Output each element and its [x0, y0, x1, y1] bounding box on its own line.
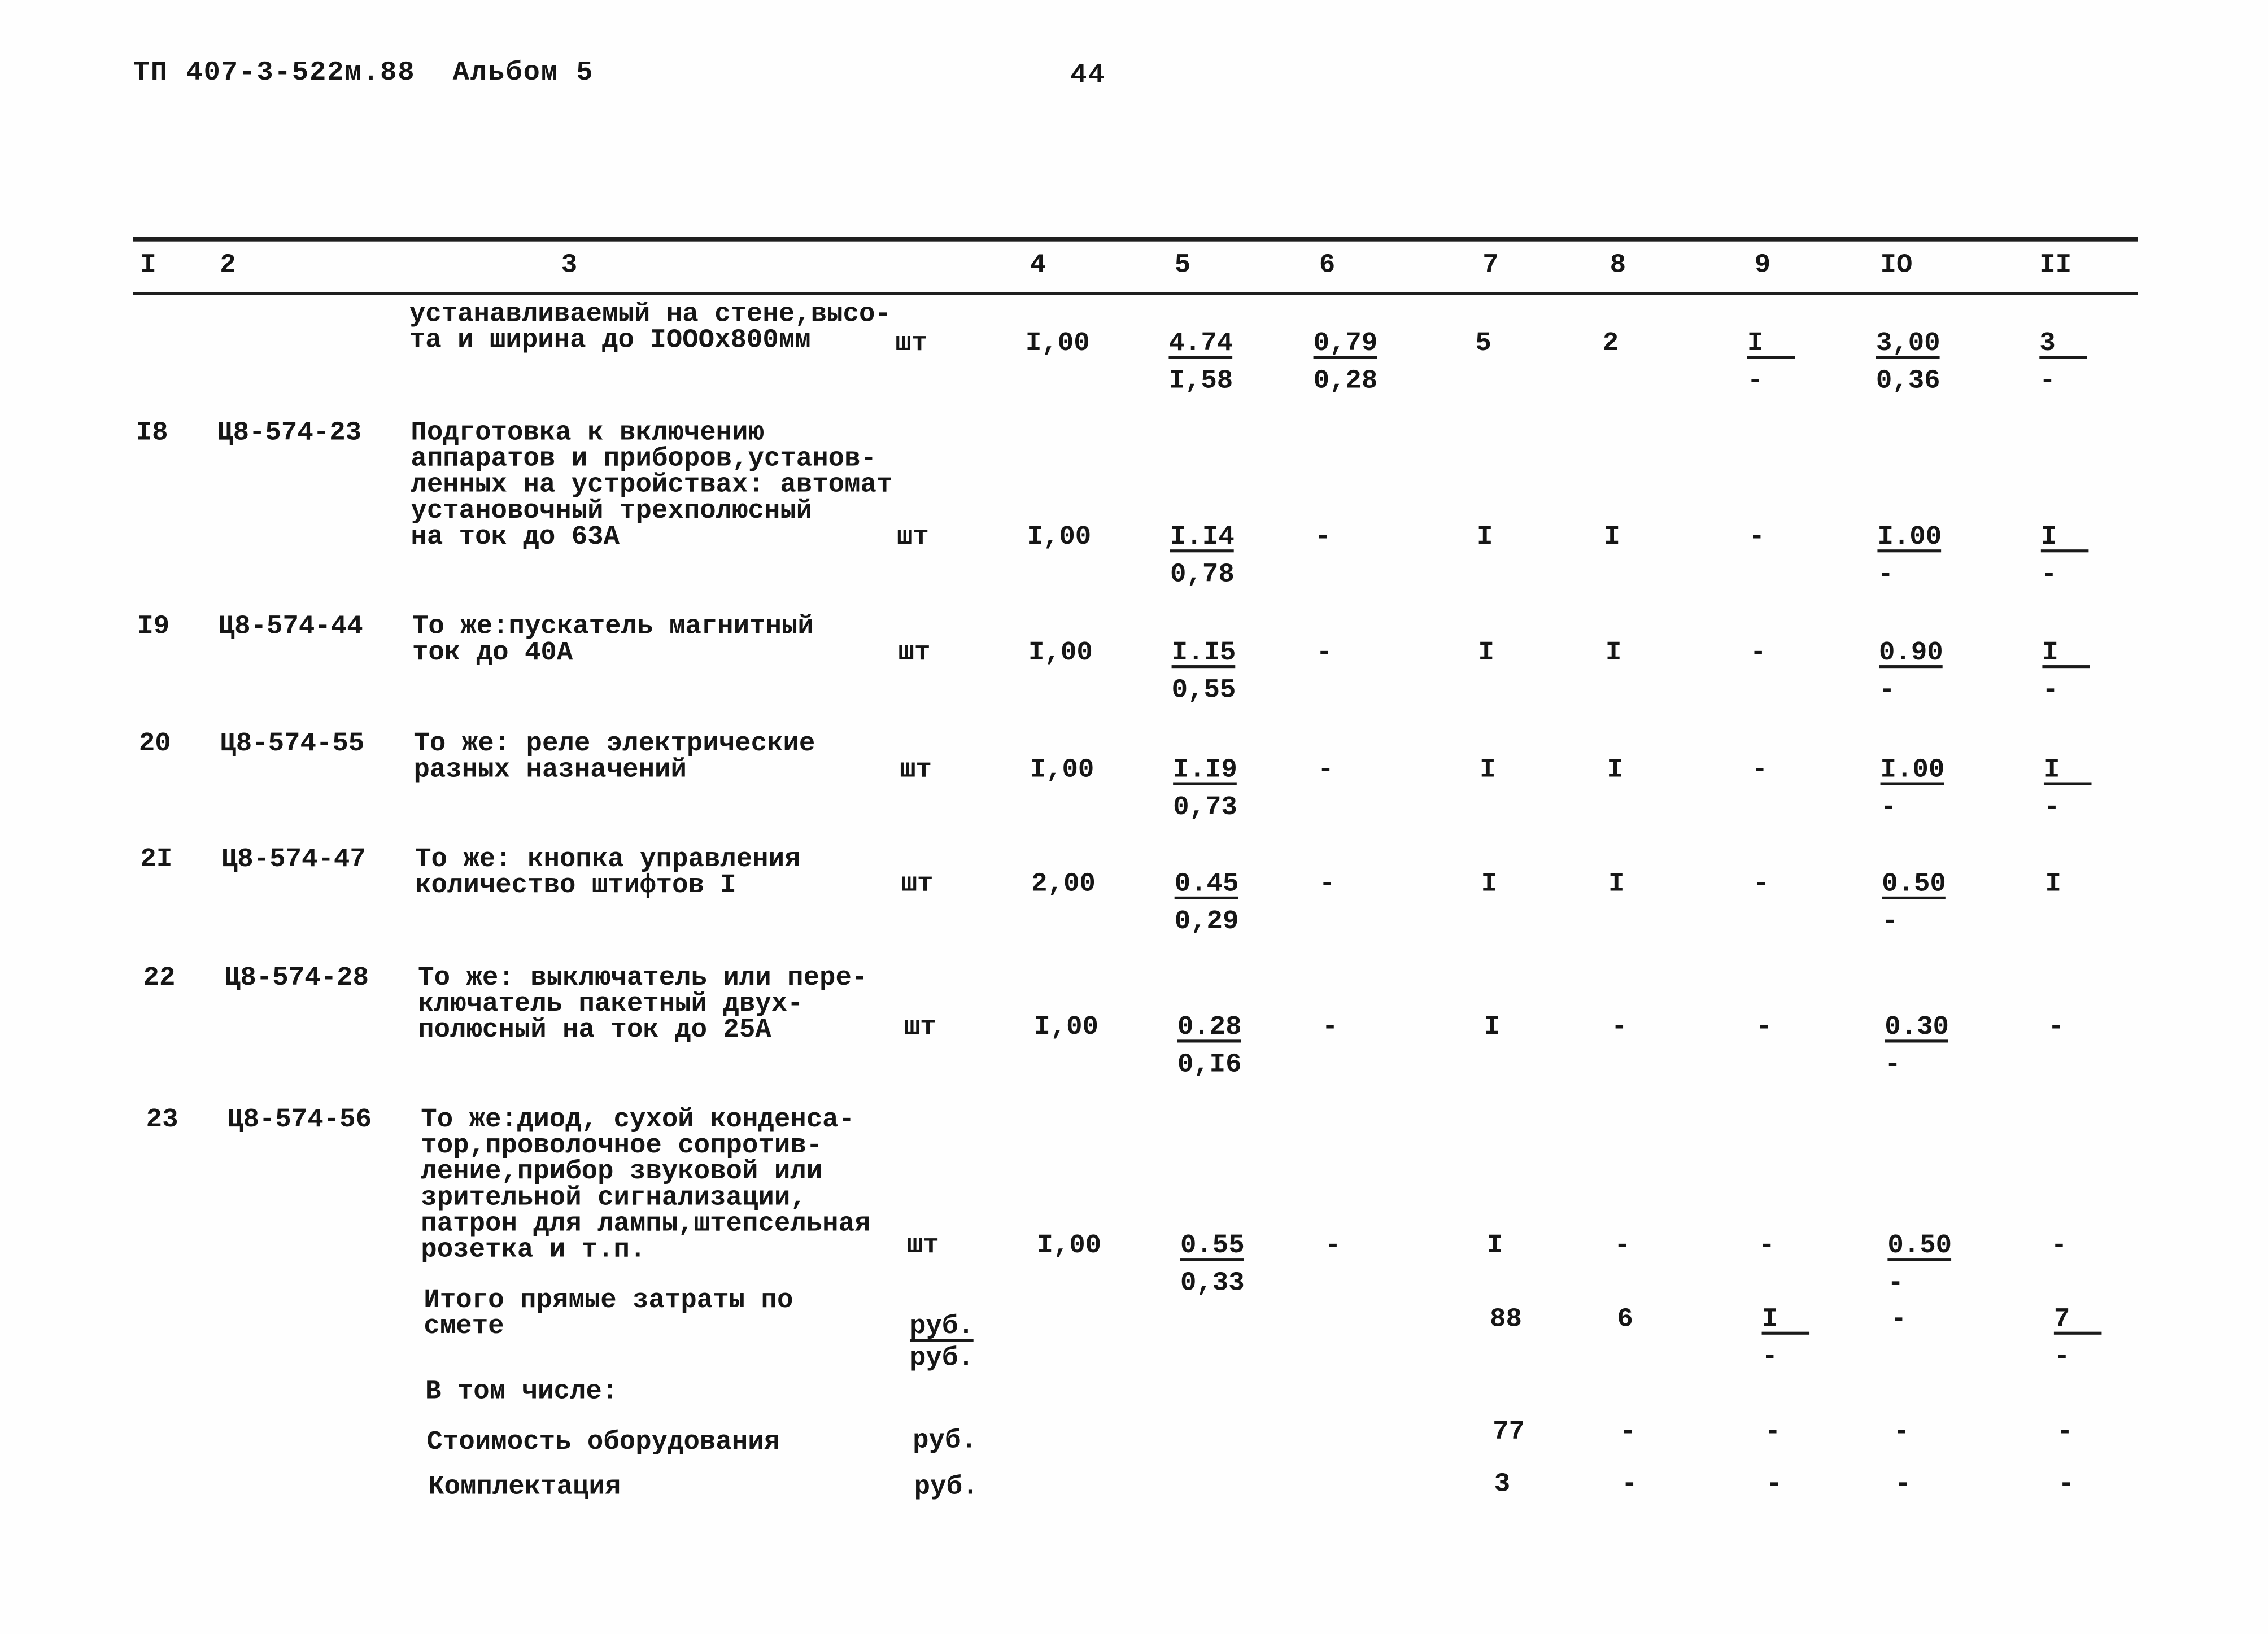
- column-header-row: [133, 248, 2138, 283]
- col-8-value: -: [1614, 1230, 1630, 1261]
- col-10-value: -: [1890, 1304, 1907, 1335]
- description-line: розетка и т.п.: [421, 1235, 646, 1265]
- column-header-6: 6: [1319, 250, 1336, 281]
- row-number: 23: [146, 1104, 178, 1135]
- table-row: [133, 963, 2138, 1082]
- description-line: Итого прямые затраты по: [424, 1285, 793, 1316]
- col-6-value: -: [1325, 1230, 1341, 1261]
- col-8-value: I: [1604, 522, 1620, 553]
- col-8-value: -: [1620, 1417, 1636, 1448]
- col-9-value-top: I: [1747, 331, 1795, 359]
- summary-row: [133, 1377, 2138, 1408]
- table-row: [133, 845, 2138, 938]
- col-6-value: -: [1318, 754, 1334, 785]
- col-6-value-bottom: 0,28: [1313, 365, 1378, 396]
- col-5-value-top: I.I9: [1173, 754, 1237, 785]
- unit: шт: [904, 1012, 936, 1043]
- summary-row: [133, 1417, 2138, 1459]
- col-9-value-bottom: -: [1761, 1342, 1778, 1373]
- col-11-value-top: 7: [2054, 1307, 2102, 1335]
- col-8-value: I: [1607, 754, 1623, 785]
- description-line: устанавливаемый на стене,высо-: [409, 299, 891, 330]
- col-4-value: I,00: [1034, 1012, 1099, 1043]
- table-row: [133, 418, 2138, 591]
- unit: руб.: [914, 1472, 979, 1502]
- column-header-5: 5: [1174, 250, 1191, 281]
- col-9-value: -: [1756, 1012, 1772, 1043]
- description-line: зрительной сигнализации,: [421, 1182, 806, 1213]
- col-5-value-bottom: 0,55: [1171, 675, 1236, 706]
- col-4-value: I,00: [1025, 328, 1090, 359]
- description-line: на ток до 63А: [411, 522, 620, 553]
- description-line: количество штифтов I: [415, 870, 736, 901]
- col-5-value-top: I.I4: [1170, 522, 1235, 553]
- description-line: ключатель пакетный двух-: [418, 989, 804, 1020]
- col-11-value-top: 3: [2039, 331, 2087, 359]
- col-9-value-top: I: [1762, 1307, 1810, 1335]
- col-9-value: -: [1753, 869, 1769, 899]
- col-9-value: -: [1766, 1469, 1782, 1500]
- col-10-value-bottom: -: [1885, 1050, 1901, 1081]
- description-line: Стоимость оборудования: [426, 1427, 780, 1458]
- col-11-value: -: [2057, 1417, 2073, 1448]
- rate-code: Ц8-574-47: [221, 844, 366, 875]
- col-5-value-top: 0.45: [1174, 869, 1239, 899]
- column-header-9: 9: [1754, 250, 1771, 281]
- col-11-value: I: [2045, 869, 2061, 899]
- col-9-value: -: [1751, 754, 1768, 785]
- col-10-value-top: 0.90: [1878, 637, 1943, 669]
- description-line: Комплектация: [428, 1472, 621, 1502]
- column-header-7: 7: [1482, 250, 1499, 281]
- col-11-value-bottom: -: [2053, 1342, 2070, 1373]
- unit: шт: [901, 869, 934, 899]
- col-6-value: -: [1315, 522, 1331, 553]
- col-4-value: I,00: [1027, 522, 1092, 553]
- column-header-10: IO: [1880, 250, 1913, 281]
- col-6-value-top: 0,79: [1313, 328, 1378, 359]
- unit: шт: [900, 754, 932, 785]
- unit: руб.: [909, 1311, 974, 1342]
- col-5-value-bottom: 0,78: [1170, 560, 1235, 590]
- column-header-11: II: [2039, 250, 2072, 281]
- col-10-value-top: I.00: [1880, 754, 1945, 785]
- rate-code: Ц8-574-28: [224, 963, 369, 994]
- row-number: 2I: [140, 844, 173, 875]
- description-line: патрон для лампы,штепсельная: [421, 1208, 871, 1239]
- column-header-2: 2: [220, 250, 236, 281]
- col-7-value: 88: [1490, 1304, 1522, 1335]
- col-8-value: 2: [1602, 328, 1619, 359]
- col-5-value-top: I.I5: [1171, 637, 1236, 669]
- summary-row: [133, 1469, 2138, 1504]
- col-7-value: I: [1486, 1230, 1503, 1261]
- col-10-value-bottom: -: [1882, 906, 1898, 937]
- col-6-value: -: [1321, 1012, 1338, 1043]
- rate-code: Ц8-574-56: [227, 1104, 372, 1135]
- col-9-value: -: [1764, 1417, 1781, 1448]
- col-8-value: I: [1608, 869, 1625, 899]
- description-line: То же: реле электрические: [413, 728, 815, 759]
- table-top-rule: [133, 237, 2138, 242]
- unit: шт: [906, 1230, 939, 1261]
- column-header-8: 8: [1610, 250, 1626, 281]
- rate-code: Ц8-574-44: [218, 611, 363, 643]
- col-7-value: I: [1478, 637, 1494, 669]
- col-4-value: I,00: [1028, 637, 1093, 669]
- col-7-value: I: [1481, 869, 1498, 899]
- col-10-value-bottom: -: [1880, 792, 1897, 823]
- table-row: [133, 299, 2138, 397]
- description-line: та и ширина до IOOOx800мм: [409, 325, 811, 356]
- col-5-value-bottom: 0,29: [1174, 906, 1239, 937]
- col-5-value-bottom: 0,73: [1173, 792, 1237, 823]
- column-header-1: I: [140, 250, 156, 281]
- description-line: Подготовка к включению: [411, 418, 764, 448]
- col-10-value-bottom: -: [1887, 1268, 1904, 1299]
- col-10-value-top: 3,00: [1876, 328, 1940, 359]
- table-row: [133, 1105, 2138, 1300]
- row-number: 20: [138, 728, 171, 759]
- page-number: 44: [1070, 59, 1106, 91]
- col-8-value: 6: [1617, 1304, 1633, 1335]
- description-line: тор,проволочное сопротив-: [421, 1130, 823, 1161]
- col-6-value: -: [1316, 637, 1333, 669]
- col-4-value: I,00: [1030, 754, 1094, 785]
- description-line: ток до 40А: [412, 637, 573, 669]
- table-row: [133, 611, 2138, 707]
- col-10-value: -: [1893, 1417, 1910, 1448]
- unit-bottom: руб.: [909, 1343, 974, 1374]
- col-7-value: 5: [1475, 328, 1491, 359]
- col-10-value-bottom: -: [1877, 560, 1894, 590]
- unit: руб.: [913, 1426, 977, 1456]
- col-5-value-bottom: 0,I6: [1177, 1050, 1242, 1081]
- description-line: смете: [424, 1311, 504, 1342]
- description-line: То же: выключатель или пере-: [418, 963, 868, 994]
- rate-code: Ц8-574-55: [220, 728, 365, 759]
- col-9-value: -: [1748, 522, 1765, 553]
- column-header-4: 4: [1030, 250, 1046, 281]
- col-10-value-bottom: 0,36: [1876, 365, 1940, 396]
- col-11-value: -: [2051, 1230, 2068, 1261]
- col-9-value: -: [1759, 1230, 1775, 1261]
- unit: шт: [896, 522, 929, 553]
- col-4-value: I,00: [1037, 1230, 1102, 1261]
- col-10-value: -: [1895, 1469, 1911, 1500]
- col-4-value: 2,00: [1031, 869, 1096, 899]
- col-10-value-top: 0.50: [1887, 1230, 1952, 1261]
- description-line: ление,прибор звуковой или: [421, 1156, 823, 1187]
- col-5-value-top: 0.55: [1180, 1230, 1245, 1261]
- summary-row: [133, 1286, 2138, 1375]
- col-7-value: I: [1476, 522, 1493, 553]
- col-7-value: 3: [1494, 1469, 1511, 1500]
- col-11-value-bottom: -: [2040, 560, 2057, 590]
- col-8-value: I: [1605, 637, 1622, 669]
- col-9-value-bottom: -: [1747, 365, 1764, 396]
- description-line: То же:пускатель магнитный: [412, 611, 814, 643]
- document-code: ТП 407-3-522м.88: [133, 56, 416, 89]
- album-label: Альбом 5: [452, 56, 594, 89]
- col-10-value-top: 0.50: [1882, 869, 1946, 899]
- description-line: установочный трехполюсный: [411, 496, 813, 527]
- row-number: I8: [136, 418, 168, 448]
- header-bottom-rule: [133, 292, 2138, 295]
- col-8-value: -: [1611, 1012, 1628, 1043]
- col-11-value-top: I: [2041, 525, 2089, 553]
- col-9-value: -: [1750, 637, 1767, 669]
- description-line: разных назначений: [413, 754, 687, 785]
- col-11-value-top: I: [2044, 758, 2092, 785]
- col-11-value-bottom: -: [2039, 365, 2056, 396]
- rate-code: Ц8-574-23: [217, 418, 362, 448]
- description-line: То же:диод, сухой конденса-: [421, 1104, 855, 1135]
- col-7-value: I: [1480, 754, 1496, 785]
- unit: шт: [895, 328, 928, 359]
- row-number: I9: [137, 611, 170, 643]
- description-line: В том числе:: [425, 1377, 618, 1407]
- row-number: 22: [143, 963, 176, 994]
- col-11-value: -: [2058, 1469, 2075, 1500]
- description-line: То же: кнопка управления: [415, 844, 801, 875]
- col-10-value-top: 0.30: [1885, 1012, 1949, 1043]
- table-body: [133, 296, 2138, 1511]
- column-header-3: 3: [561, 250, 578, 281]
- col-7-value: I: [1484, 1012, 1501, 1043]
- description-line: ленных на устройствах: автомат: [411, 470, 893, 501]
- col-10-value-top: I.00: [1877, 522, 1942, 553]
- description-line: аппаратов и приборов,установ-: [411, 444, 876, 475]
- col-11-value: -: [2048, 1012, 2065, 1043]
- col-6-value: -: [1319, 869, 1336, 899]
- col-5-value-bottom: I,58: [1168, 365, 1233, 396]
- col-8-value: -: [1621, 1469, 1638, 1500]
- col-7-value: 77: [1493, 1417, 1525, 1448]
- col-5-value-bottom: 0,33: [1180, 1268, 1245, 1299]
- col-5-value-top: 4.74: [1168, 328, 1233, 359]
- col-11-value-bottom: -: [2043, 792, 2060, 823]
- description-line: полюсный на ток до 25А: [418, 1015, 771, 1046]
- table-row: [133, 729, 2138, 824]
- col-11-value-bottom: -: [2042, 675, 2058, 706]
- unit: шт: [898, 637, 931, 669]
- col-10-value-bottom: -: [1878, 675, 1895, 706]
- col-11-value-top: I: [2042, 641, 2090, 669]
- col-5-value-top: 0.28: [1177, 1012, 1242, 1043]
